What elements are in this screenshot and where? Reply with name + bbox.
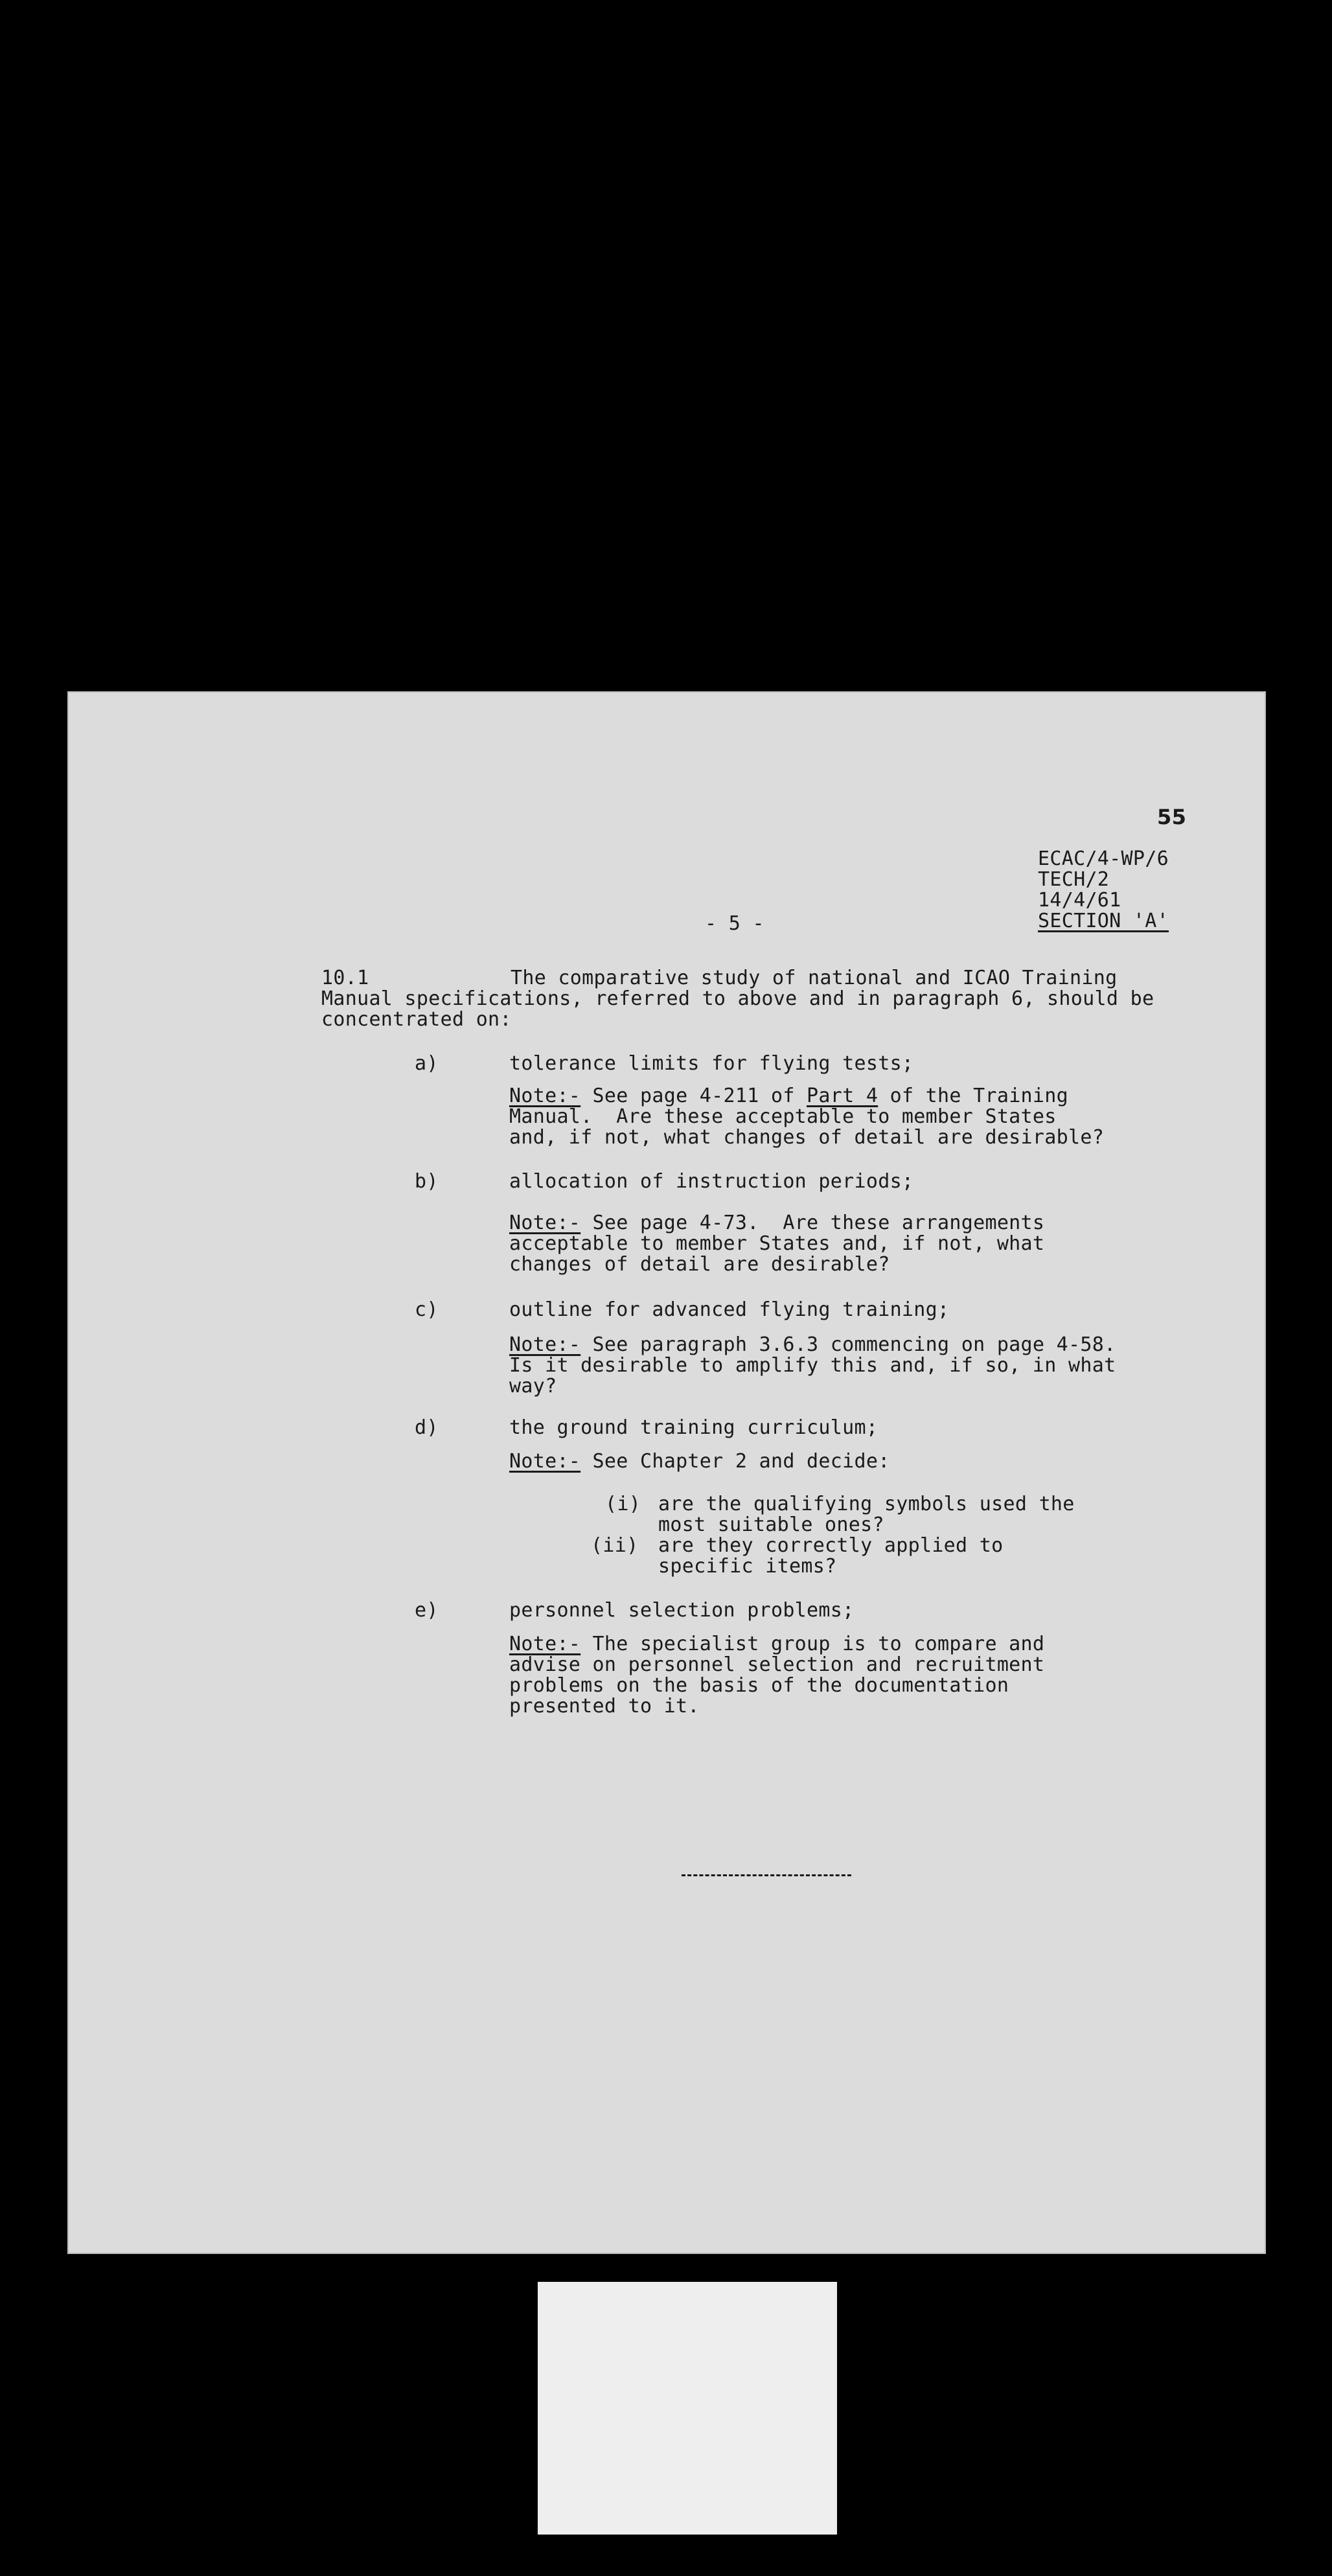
part-reference: Part 4 (807, 1085, 878, 1107)
item-note-line: presented to it. (509, 1695, 700, 1718)
item-letter: d) (415, 1416, 439, 1439)
item-note-line: changes of detail are desirable? (509, 1253, 890, 1276)
item-note-line: Note:- See page 4-73. Are these arrangements (509, 1212, 1045, 1234)
item-letter: b) (415, 1170, 439, 1193)
item-title: allocation of instruction periods; (509, 1170, 914, 1193)
item-note-line: Is it desirable to amplify this and, if so, in what (509, 1354, 1116, 1377)
page-label: - 5 - (705, 912, 764, 935)
item-note-line: acceptable to member States and, if not, what (509, 1232, 1045, 1255)
item-note-line: Note:- See Chapter 2 and decide: (509, 1450, 890, 1473)
item-note-line: Note:- The specialist group is to compare and (509, 1633, 1045, 1655)
archive-page-number: 55 (1157, 805, 1187, 829)
sub-item-line: are they correctly applied to (658, 1534, 1004, 1557)
note-label: Note:- (509, 1212, 581, 1234)
document-reference: ECAC/4-WP/6 (1038, 847, 1169, 870)
sub-item-line: most suitable ones? (658, 1513, 884, 1536)
intro-line: Manual specifications, referred to above and in paragraph 6, should be (321, 987, 1154, 1010)
sub-item-line: are the qualifying symbols used the (658, 1493, 1075, 1515)
document-date: 14/4/61 (1038, 889, 1121, 912)
intro-line: concentrated on: (321, 1008, 512, 1031)
item-note-line: Manual. Are these acceptable to member States (509, 1105, 1057, 1128)
item-letter: e) (415, 1599, 439, 1622)
item-title: the ground training curriculum; (509, 1416, 878, 1439)
note-label: Note:- (509, 1450, 581, 1473)
item-title: personnel selection problems; (509, 1599, 855, 1622)
item-note-line: and, if not, what changes of detail are desirable? (509, 1126, 1105, 1149)
item-note-line: problems on the basis of the documentation (509, 1674, 1009, 1697)
document-tech-code: TECH/2 (1038, 868, 1110, 891)
intro-line: The comparative study of national and ICAO Training (511, 967, 1118, 989)
paragraph-number: 10.1 (321, 967, 369, 989)
item-note-line: advise on personnel selection and recruitment (509, 1653, 1045, 1676)
note-label: Note:- (509, 1333, 581, 1356)
blank-card (538, 2282, 837, 2535)
document-section: SECTION 'A' (1038, 910, 1169, 932)
note-label: Note:- (509, 1085, 581, 1107)
sub-item-line: specific items? (658, 1555, 837, 1578)
item-title: outline for advanced flying training; (509, 1298, 950, 1321)
item-note-line: Note:- See paragraph 3.6.3 commencing on page 4-58. (509, 1333, 1116, 1356)
item-title: tolerance limits for flying tests; (509, 1052, 914, 1075)
end-rule (682, 1874, 851, 1876)
item-letter: a) (415, 1052, 439, 1075)
item-note-line: way? (509, 1375, 557, 1397)
item-letter: c) (415, 1298, 439, 1321)
sub-item-number: (i) (605, 1493, 641, 1515)
sub-item-number: (ii) (591, 1534, 639, 1557)
item-note-line: Note:- See page 4-211 of Part 4 of the Training (509, 1085, 1069, 1107)
note-label: Note:- (509, 1633, 581, 1655)
